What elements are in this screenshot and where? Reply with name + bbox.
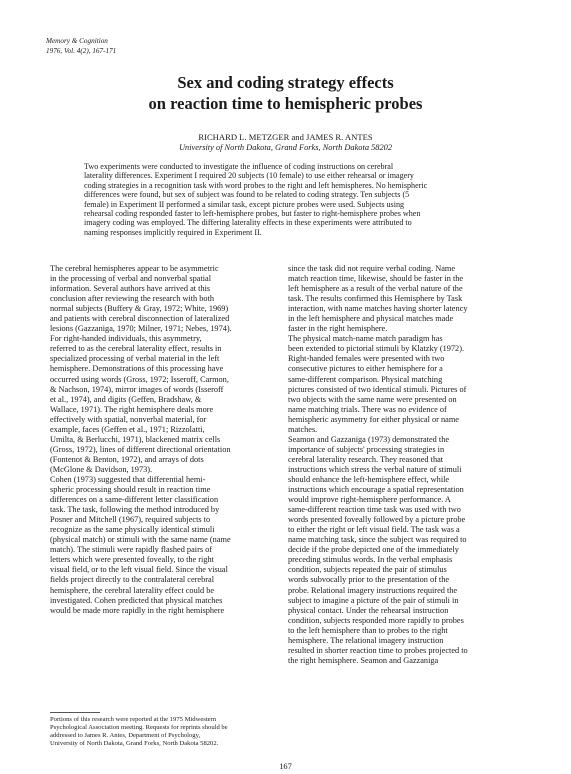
body-text-line: lesions (Gazzaniga, 1970; Milner, 1971; Nebes, 1974). bbox=[50, 324, 232, 334]
body-text-line: Posner and Mitchell (1967), required subjects to bbox=[50, 515, 211, 525]
body-text-line: would improve right-hemisphere performance. A bbox=[288, 495, 451, 505]
footnote-line: Portions of this research were reported at the 1975 Midwestern bbox=[50, 716, 217, 723]
abstract-line: differences were found, but sex of subject was found to be related to coding strategy. Ten subjects (5 bbox=[84, 190, 410, 200]
body-left-column bbox=[50, 264, 272, 616]
body-text-line: resulted in shorter reaction time to probes projected to bbox=[288, 645, 468, 655]
abstract-line: naming responses implicitly required in Experiment II. bbox=[84, 227, 262, 237]
body-text-line: match). The stimuli were rapidly flashed pairs of bbox=[50, 545, 213, 555]
body-text-line: fields project directly to the contralateral cerebral bbox=[50, 575, 215, 585]
body-text-line: faster in the right hemisphere. bbox=[288, 324, 388, 334]
body-text-line: Right-handed females were presented with two bbox=[288, 354, 445, 364]
body-text-line: conclusion after reviewing the research with both bbox=[50, 294, 215, 304]
body-text-line: The physical match-name match paradigm has bbox=[288, 334, 443, 344]
body-text-line: name matching task, since the subject was required to bbox=[288, 535, 467, 545]
body-text-line: differences on a same-different letter classification bbox=[50, 495, 219, 505]
body-text-line: (physical match) or stimuli with the same name (name bbox=[50, 535, 231, 545]
body-text-line: hemisphere. The relational imagery instruction bbox=[288, 635, 444, 645]
body-text-line: been extended to pictorial stimuli by Klatzky (1972). bbox=[288, 344, 465, 354]
body-text-line: hemisphere, the cerebral laterality effect could be bbox=[50, 585, 215, 595]
body-text-line: Cohen (1973) suggested that differential hemi- bbox=[50, 474, 206, 484]
body-text-line: condition, subjects responded more rapidly to probes bbox=[288, 615, 464, 625]
body-text-line: since the task did not require verbal coding. Name bbox=[288, 264, 456, 273]
body-text-line: words presented foveally followed by a picture probe bbox=[288, 515, 466, 525]
body-text-line: The cerebral hemispheres appear to be asymmetric bbox=[50, 264, 219, 273]
body-text-line: Seamon and Gazzaniga (1973) demonstrated the bbox=[288, 434, 450, 444]
body-text-line: instructions which stress the verbal nature of stimuli bbox=[288, 464, 462, 474]
body-text-line: words subvocally prior to the presentation of the bbox=[288, 575, 450, 585]
body-text-line: instructions which encourage a spatial representation bbox=[288, 485, 464, 495]
body-text-line: condition, subjects repeated the pair of stimulus bbox=[288, 565, 447, 575]
footnote-line: University of North Dakota, Grand Forks, North Dakota 58202. bbox=[50, 740, 219, 748]
body-text-line: match reaction time, likewise, should be faster in the bbox=[288, 274, 464, 284]
title-line: Sex and coding strategy effects bbox=[177, 73, 394, 92]
body-text-line: to either the right or left visual field. The task was a bbox=[288, 525, 460, 535]
body-text-line: to the left hemisphere than to probes to the right bbox=[288, 625, 448, 635]
body-right-column bbox=[288, 264, 510, 666]
body-text-line: effectively with spatial, nonverbal material, for bbox=[50, 414, 207, 424]
affiliation: University of North Dakota, Grand Forks, North Dakota 58202 bbox=[178, 143, 393, 152]
body-text-line: For right-handed individuals, this asymmetry, bbox=[50, 334, 202, 344]
footnote-rule bbox=[50, 712, 100, 713]
body-text-line: the right hemisphere. Seamon and Gazzaniga bbox=[288, 655, 439, 665]
body-text-line: task. The task, following the method introduced by bbox=[50, 505, 220, 515]
body-text-line: example, faces (Geffen et al., 1971; Rizzolatti, bbox=[50, 424, 205, 434]
body-text-line: interaction, with name matches having shorter latency bbox=[288, 304, 468, 314]
body-text-line: cerebral laterality research. They reasoned that bbox=[288, 454, 444, 464]
body-text-line: same-different reaction time task was used with two bbox=[288, 505, 461, 515]
body-text-line: physical contact. Under the rehearsal instruction bbox=[288, 605, 449, 615]
body-text-line: and patients with cerebral disconnection of lateralized bbox=[50, 314, 230, 324]
body-text-line: et al., 1974), and digits (Geffen, Bradshaw, & bbox=[50, 394, 202, 404]
body-text-line: information. Several authors have arrived at this bbox=[50, 284, 211, 294]
footnote bbox=[50, 716, 278, 748]
body-text-line: letters which were presented foveally, to the right bbox=[50, 555, 214, 565]
body-text-line: matches. bbox=[288, 424, 318, 434]
authors: RICHARD L. METZGER and JAMES R. ANTES bbox=[198, 132, 373, 142]
body-text-line: preceding stimulus words. In the verbal emphasis bbox=[288, 555, 453, 565]
page-number: 167 bbox=[279, 762, 292, 771]
body-text-line: same-different comparison. Physical matching bbox=[288, 374, 443, 384]
journal-name: Memory & Cognition bbox=[46, 37, 108, 45]
journal-citation bbox=[46, 37, 116, 56]
abstract-line: imagery coding was employed. The differing laterality effects in these experiments were attributed to bbox=[84, 218, 412, 228]
body-text-line: should enhance the left-hemisphere effect, while bbox=[288, 474, 450, 484]
body-text-line: recognize as the same physically identical stimuli bbox=[50, 525, 215, 535]
body-text-line: spheric processing should result in reaction time bbox=[50, 485, 211, 495]
body-text-line: (McGlone & Davidson, 1973). bbox=[50, 464, 153, 474]
abstract-line: laterality differences. Experiment I required 20 subjects (10 female) to use either rehearsal or imagery bbox=[84, 171, 414, 181]
body-text-line: consecutive pictures to either hemisphere for a bbox=[288, 364, 443, 374]
body-text-line: decide if the probe depicted one of the immediately bbox=[288, 545, 459, 555]
body-text-line: subject to imagine a picture of the pair of stimuli in bbox=[288, 595, 459, 605]
body-text-line: pictures consisted of two identical stimuli. Pictures of bbox=[288, 384, 467, 394]
body-text-line: (Gross, 1972), lines of different directional orientation bbox=[50, 444, 231, 454]
article-title bbox=[0, 72, 571, 114]
abstract-line: rehearsal coding responded faster to left-hemisphere probes, but faster to right-hemisphere probes when bbox=[84, 209, 421, 219]
body-text-line: task. The results confirmed this Hemisphere by Task bbox=[288, 294, 463, 304]
body-text-line: would be made more rapidly in the right hemisphere bbox=[50, 605, 225, 615]
body-text-line: specialized processing of verbal material in the left bbox=[50, 354, 220, 364]
body-text-line: probe. Relational imagery instructions required the bbox=[288, 585, 458, 595]
body-text-line: referred to as the cerebral laterality effect, results in bbox=[50, 344, 222, 354]
body-text-line: visual field, or to the left visual field. Since the visual bbox=[50, 565, 228, 575]
body-text-line: investigated. Cohen predicted that physical matches bbox=[50, 595, 223, 605]
body-text-line: in the left hemisphere and physical matches made bbox=[288, 314, 454, 324]
body-text-line: occurred using words (Gross, 1972; Isseroff, Carmon, bbox=[50, 374, 229, 384]
footnote-line: addressed to James R. Antes, Department of Psychology, bbox=[50, 732, 201, 740]
journal-volume: 1976, Vol. 4(2), 167-171 bbox=[46, 46, 117, 55]
body-text-line: & Nachson, 1974), mirror images of words (Isseroff bbox=[50, 384, 224, 394]
body-text-line: (Fontenot & Benton, 1972), and arrays of dots bbox=[50, 454, 204, 464]
body-text-line: Wallace, 1971). The right hemisphere deals more bbox=[50, 404, 214, 414]
title-line: on reaction time to hemispheric probes bbox=[148, 94, 423, 113]
abstract-line: female) in Experiment II performed a similar task, except picture probes were used. Subjects using bbox=[84, 199, 405, 209]
abstract-line: Two experiments were conducted to investigate the influence of coding instructions on cerebral bbox=[84, 162, 394, 171]
body-text-line: two objects with the same name were presented on bbox=[288, 394, 457, 404]
body-text-line: name matching trials. There was no evidence of bbox=[288, 404, 447, 414]
footnote-line: Psychological Association meeting. Requests for reprints should be bbox=[50, 724, 228, 732]
body-text-line: in the processing of verbal and nonverbal spatial bbox=[50, 274, 212, 284]
body-text-line: hemispheric asymmetry for either physical or name bbox=[288, 414, 459, 424]
body-text-line: Umilta, & Berlucchi, 1971), blackened matrix cells bbox=[50, 434, 221, 444]
body-text-line: left hemisphere as a result of the verbal nature of the bbox=[288, 284, 463, 294]
body-text-line: importance of subjects' processing strategies in bbox=[288, 444, 445, 454]
abstract-line: coding strategies in a recognition task with word probes to the right and left hemispheres. No hemispheric bbox=[84, 180, 428, 190]
body-text-line: normal subjects (Buffery & Gray, 1972; White, 1969) bbox=[50, 304, 229, 314]
abstract bbox=[84, 162, 502, 237]
body-text-line: hemisphere. Demonstrations of this processing have bbox=[50, 364, 224, 374]
